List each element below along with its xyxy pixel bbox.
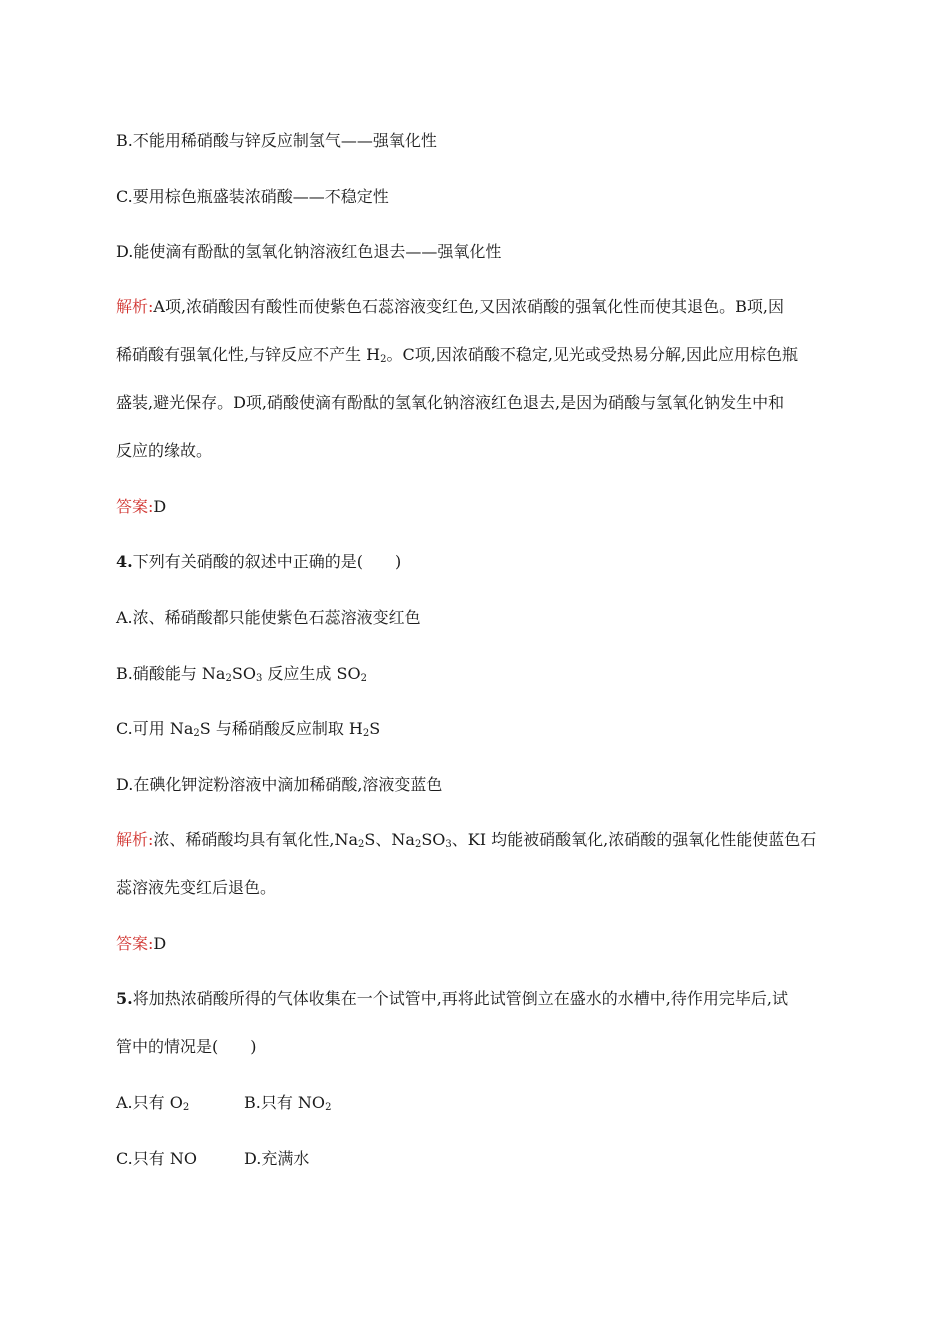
- q4-option-d: D.在碘化钾淀粉溶液中滴加稀硝酸,溶液变蓝色: [116, 775, 443, 794]
- q5-option-a: A.只有 $O_2$: [116, 1093, 190, 1113]
- q4-option-b: B.硝酸能与 $Na_2SO_3$ 反应生成 $SO_2$: [116, 664, 367, 684]
- q4-option-c: C.可用 $Na_2S$ 与稀硝酸反应制取 $H_2S$: [116, 719, 381, 739]
- q4-stem: 4.下列有关硝酸的叙述中正确的是( ): [116, 552, 402, 571]
- q3-option-c: C.要用棕色瓶盛装浓硝酸——不稳定性: [116, 187, 389, 206]
- q3-analysis-line-4: 反应的缘故。: [116, 441, 213, 460]
- q4-analysis-line-2: 蕊溶液先变红后退色。: [116, 878, 277, 897]
- q4-answer: 答案:D: [116, 934, 167, 953]
- q4-option-a: A.浓、稀硝酸都只能使紫色石蕊溶液变红色: [116, 608, 421, 627]
- q3-analysis-line-1: 解析:A项,浓硝酸因有酸性而使紫色石蕊溶液变红色,又因浓硝酸的强氧化性而使其退色。B项,因: [116, 297, 784, 316]
- answer-label: 答案:: [116, 934, 154, 953]
- q5-options-row-2: [116, 1149, 416, 1169]
- q5-option-d: D.充满水: [244, 1149, 310, 1168]
- q5-options-row-1: [116, 1093, 416, 1113]
- answer-label: 答案:: [116, 497, 154, 516]
- q5-stem-line-2: 管中的情况是( ): [116, 1037, 257, 1056]
- q3-answer: 答案:D: [116, 497, 167, 516]
- q5-option-c: C.只有 NO: [116, 1149, 197, 1168]
- q3-analysis-line-2: 稀硝酸有强氧化性,与锌反应不产生 $H_2$。C项,因浓硝酸不稳定,见光或受热易分解,因此应用棕色瓶: [116, 345, 799, 365]
- q5-stem-line-1: 5.将加热浓硝酸所得的气体收集在一个试管中,再将此试管倒立在盛水的水槽中,待作用完毕后,试: [116, 989, 788, 1008]
- q3-option-d: D.能使滴有酚酞的氢氧化钠溶液红色退去——强氧化性: [116, 242, 502, 261]
- analysis-label: 解析:: [116, 297, 154, 316]
- q5-option-b: B.只有 $NO_2$: [244, 1093, 332, 1113]
- q3-analysis-line-3: 盛装,避光保存。D项,硝酸使滴有酚酞的氢氧化钠溶液红色退去,是因为硝酸与氢氧化钠发生中和: [116, 393, 785, 412]
- q4-analysis-line-1: 解析:浓、稀硝酸均具有氧化性$,Na_2S$、$Na_2SO_3$、KI 均能被硝酸氧化,浓硝酸的强氧化性能使蓝色石: [116, 830, 817, 850]
- analysis-label: 解析:: [116, 830, 154, 849]
- q3-option-b: B.不能用稀硝酸与锌反应制氢气——强氧化性: [116, 131, 437, 150]
